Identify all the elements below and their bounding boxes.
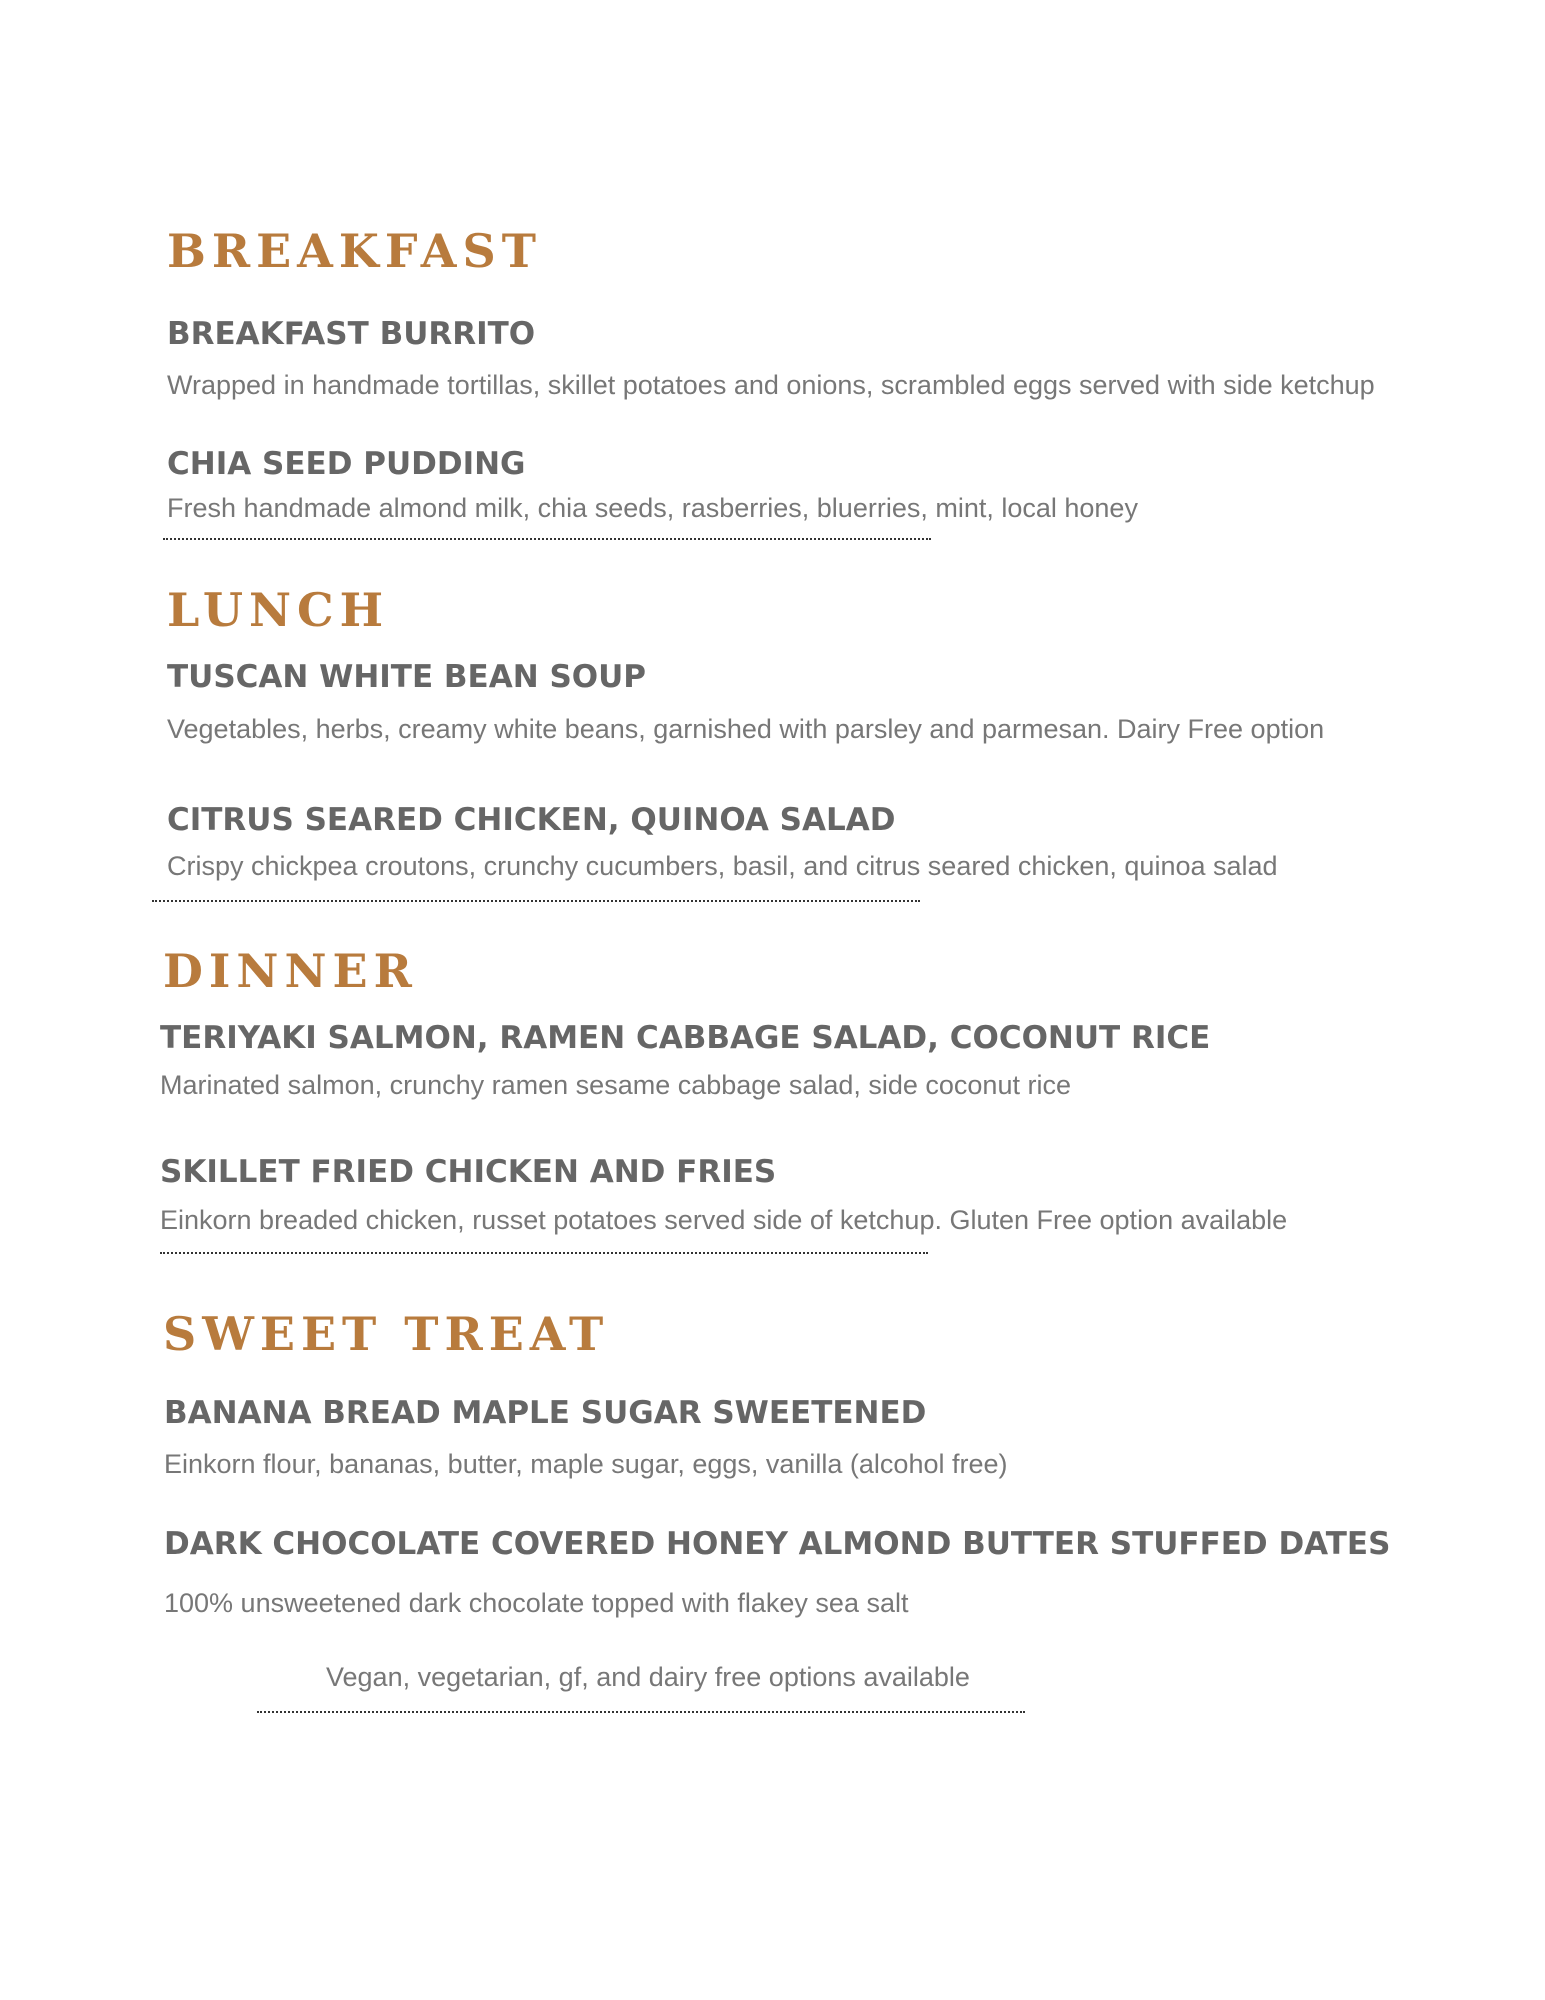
menu-item-description: 100% unsweetened dark chocolate topped with flakey sea salt bbox=[164, 1588, 909, 1618]
menu-item-name: CHIA SEED PUDDING bbox=[167, 446, 526, 482]
menu-item-name: CITRUS SEARED CHICKEN, QUINOA SALAD bbox=[167, 802, 896, 838]
menu-item-name: BREAKFAST BURRITO bbox=[167, 316, 536, 352]
dietary-options-note: Vegan, vegetarian, gf, and dairy free options available bbox=[326, 1662, 970, 1692]
section-title-lunch: LUNCH bbox=[167, 583, 390, 637]
menu-item-name: DARK CHOCOLATE COVERED HONEY ALMOND BUTTER STUFFED DATES bbox=[164, 1526, 1391, 1562]
menu-item-name: TERIYAKI SALMON, RAMEN CABBAGE SALAD, COCONUT RICE bbox=[160, 1020, 1211, 1056]
section-title-dinner: DINNER bbox=[163, 944, 418, 998]
section-title-breakfast: BREAKFAST bbox=[167, 224, 542, 278]
menu-item-description: Einkorn breaded chicken, russet potatoes served side of ketchup. Gluten Free option available bbox=[160, 1205, 1288, 1235]
menu-item-description: Crispy chickpea croutons, crunchy cucumbers, basil, and citrus seared chicken, quinoa salad bbox=[167, 851, 1278, 881]
dotted-divider bbox=[160, 1252, 928, 1254]
menu-item-name: BANANA BREAD MAPLE SUGAR SWEETENED bbox=[164, 1395, 927, 1431]
menu-item-name: TUSCAN WHITE BEAN SOUP bbox=[167, 659, 647, 695]
menu-item-name: SKILLET FRIED CHICKEN AND FRIES bbox=[160, 1154, 777, 1190]
menu-item-description: Marinated salmon, crunchy ramen sesame cabbage salad, side coconut rice bbox=[160, 1070, 1071, 1100]
dotted-divider bbox=[257, 1711, 1025, 1713]
dotted-divider bbox=[163, 538, 931, 540]
menu-item-description: Fresh handmade almond milk, chia seeds, rasberries, bluerries, mint, local honey bbox=[167, 493, 1138, 523]
dotted-divider bbox=[152, 900, 920, 902]
menu-item-description: Vegetables, herbs, creamy white beans, garnished with parsley and parmesan. Dairy Free option bbox=[167, 714, 1325, 744]
menu-item-description: Wrapped in handmade tortillas, skillet potatoes and onions, scrambled eggs served with side ketchup bbox=[167, 370, 1375, 400]
menu-item-description: Einkorn flour, bananas, butter, maple sugar, eggs, vanilla (alcohol free) bbox=[164, 1449, 1008, 1479]
section-title-sweet-treat: SWEET TREAT bbox=[163, 1307, 610, 1361]
